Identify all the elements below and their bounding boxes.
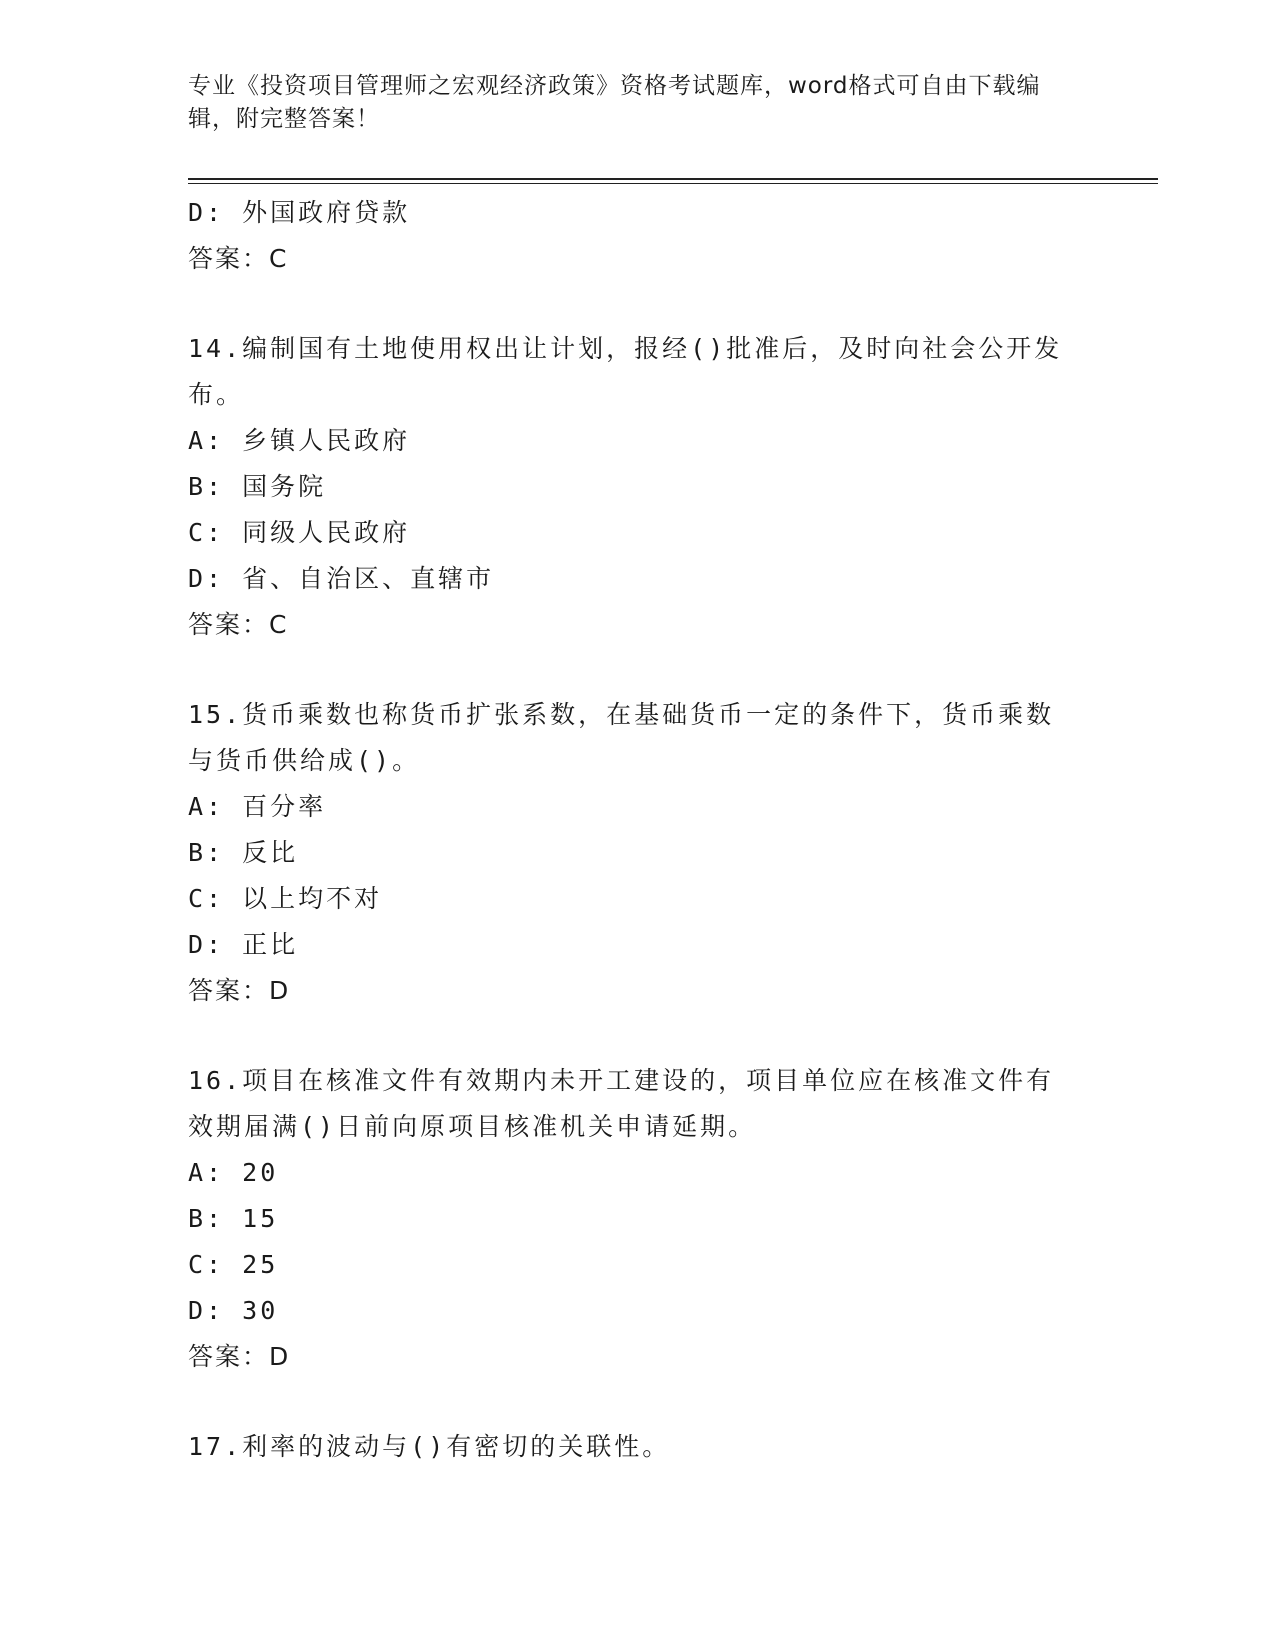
- prev-question-answer: 答案：C: [188, 244, 289, 273]
- question-stem: 14.编制国有土地使用权出让计划，报经()批准后，及时向社会公开发布。: [188, 334, 1063, 409]
- option-b: B: 15: [188, 1204, 279, 1233]
- question-16: [188, 1058, 1088, 1380]
- option-a: A: 百分率: [188, 792, 327, 821]
- question-stem: 15.货币乘数也称货币扩张系数，在基础货币一定的条件下，货币乘数与货币供给成()。: [188, 700, 1055, 775]
- question-17: [188, 1424, 1088, 1470]
- question-list: [188, 190, 1088, 1470]
- option-d: D: 省、自治区、直辖市: [188, 564, 495, 593]
- header-divider-thick: [188, 178, 1158, 180]
- answer: 答案：C: [188, 610, 289, 639]
- option-d: D: 正比: [188, 930, 299, 959]
- option-c: C: 以上均不对: [188, 884, 383, 913]
- option-c: C: 同级人民政府: [188, 518, 411, 547]
- option-a: A: 乡镇人民政府: [188, 426, 411, 455]
- question-stem: 16.项目在核准文件有效期内未开工建设的，项目单位应在核准文件有效期届满()日前向原项目核准机关申请延期。: [188, 1066, 1055, 1141]
- prev-question-option-d: D: 外国政府贷款: [188, 198, 411, 227]
- option-b: B: 反比: [188, 838, 299, 867]
- question-15: [188, 692, 1088, 1014]
- question-stem: 17.利率的波动与()有密切的关联性。: [188, 1432, 671, 1461]
- answer: 答案：D: [188, 976, 291, 1005]
- option-a: A: 20: [188, 1158, 279, 1187]
- question-14: [188, 326, 1088, 648]
- header-divider-thin: [188, 183, 1158, 184]
- option-c: C: 25: [188, 1250, 279, 1279]
- answer: 答案：D: [188, 1342, 291, 1371]
- option-d: D: 30: [188, 1296, 279, 1325]
- option-b: B: 国务院: [188, 472, 327, 501]
- document-header: 专业《投资项目管理师之宏观经济政策》资格考试题库，word格式可自由下载编辑，附完整答案！: [188, 73, 1041, 132]
